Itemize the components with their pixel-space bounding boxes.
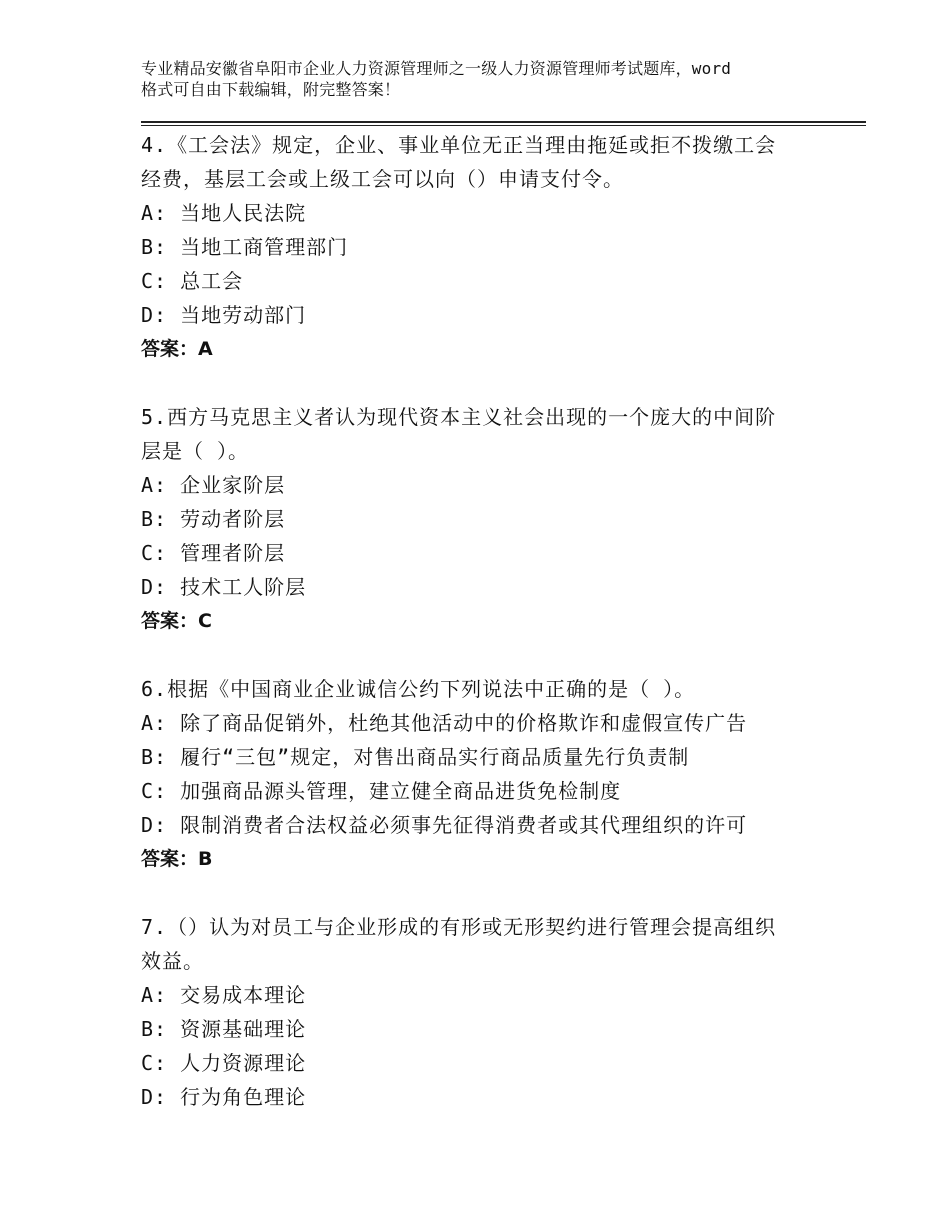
- option-d: D: 技术工人阶层: [141, 575, 307, 599]
- header-line-1: 专业精品安徽省阜阳市企业人力资源管理师之一级人力资源管理师考试题库，word: [141, 59, 732, 78]
- option-c: C: 总工会: [141, 269, 244, 293]
- question-7: [141, 910, 821, 1114]
- option-a: A: 企业家阶层: [141, 473, 286, 497]
- question-stem-line: 6.根据《中国商业企业诚信公约下列说法中正确的是（ ）。: [141, 677, 696, 701]
- question-stem-line: 效益。: [141, 949, 204, 973]
- answer-line: 答案：B: [141, 848, 213, 870]
- question-stem-line: 层是（ ）。: [141, 439, 250, 463]
- option-a: A: 除了商品促销外，杜绝其他活动中的价格欺诈和虚假宣传广告: [141, 711, 748, 735]
- question-5: [141, 400, 821, 638]
- option-a: A: 交易成本理论: [141, 983, 307, 1007]
- question-6: [141, 672, 821, 876]
- question-stem-line: 4.《工会法》规定，企业、事业单位无正当理由拖延或拒不拨缴工会: [141, 133, 777, 157]
- question-4: [141, 128, 821, 366]
- option-d: D: 行为角色理论: [141, 1085, 307, 1109]
- option-a: A: 当地人民法院: [141, 201, 307, 225]
- answer-line: 答案：C: [141, 610, 212, 632]
- question-list: [141, 128, 821, 1148]
- question-stem-line: 经费，基层工会或上级工会可以向（）申请支付令。: [141, 167, 624, 191]
- question-stem-line: 5.西方马克思主义者认为现代资本主义社会出现的一个庞大的中间阶: [141, 405, 777, 429]
- option-b: B: 当地工商管理部门: [141, 235, 349, 259]
- header-line-2: 格式可自由下载编辑，附完整答案！: [141, 80, 401, 99]
- option-b: B: 履行“三包”规定，对售出商品实行商品质量先行负责制: [141, 745, 690, 769]
- option-d: D: 限制消费者合法权益必须事先征得消费者或其代理组织的许可: [141, 813, 748, 837]
- option-d: D: 当地劳动部门: [141, 303, 307, 327]
- option-b: B: 资源基础理论: [141, 1017, 307, 1041]
- question-stem-line: 7.（）认为对员工与企业形成的有形或无形契约进行管理会提高组织: [141, 915, 777, 939]
- answer-line: 答案：A: [141, 338, 213, 360]
- header-divider-thin: [141, 125, 866, 126]
- option-c: C: 加强商品源头管理，建立健全商品进货免检制度: [141, 779, 622, 803]
- document-header: [141, 58, 841, 100]
- option-b: B: 劳动者阶层: [141, 507, 286, 531]
- option-c: C: 人力资源理论: [141, 1051, 307, 1075]
- option-c: C: 管理者阶层: [141, 541, 286, 565]
- header-divider-thick: [141, 121, 866, 123]
